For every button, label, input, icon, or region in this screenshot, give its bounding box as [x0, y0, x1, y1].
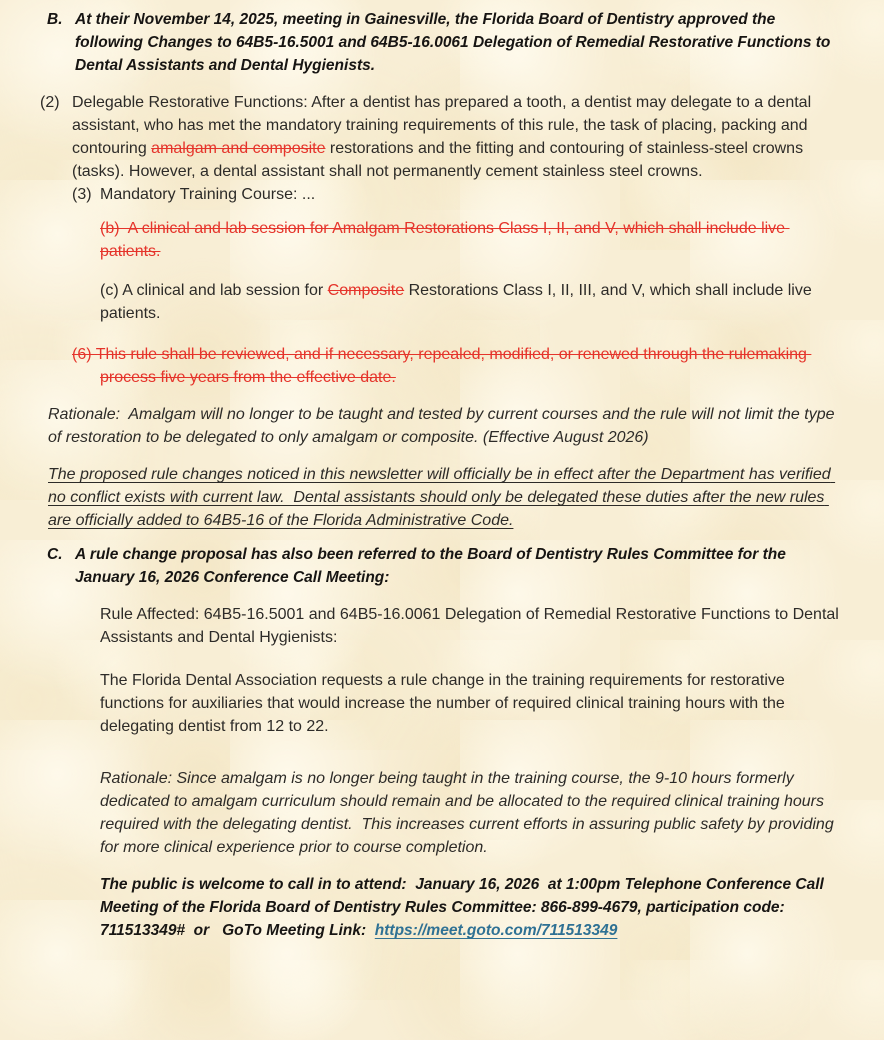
para-mandatory-training: [40, 183, 846, 206]
rationale-1-text: Rationale: Amalgam will no longer to be taught and tested by current courses and the rule will not limit the type of restoration to be delegated to only amalgam or composite. (Effective August 2026): [48, 406, 839, 446]
para-2-after: restorations and the fitting and contouring of stainless-steel crowns (tasks). However, a dental assistant shall not permanently cement stainless steel crowns.: [72, 140, 808, 180]
para-6-text: (6) This rule shall be reviewed, and if necessary, repealed, modified, or renewed through the rulemaking process five years from the effective date.: [72, 346, 812, 386]
section-b-heading: [40, 8, 846, 77]
goto-meeting-link[interactable]: https://meet.goto.com/711513349: [374, 922, 618, 939]
para-rationale-hours: [40, 767, 846, 859]
strikethrough-composite: Composite: [327, 282, 405, 299]
para-delegable-functions: [40, 91, 846, 183]
para-c-before: (c) A clinical and lab session for: [100, 282, 328, 299]
para-rule-review-struck: [40, 343, 846, 389]
para-fda-request: [40, 669, 846, 738]
rule-affected-text: Rule Affected: 64B5-16.5001 and 64B5-16.0061 Delegation of Remedial Restorative Functions to Dental Assistants and Dental Hygienists:: [100, 606, 843, 646]
para-rationale-amalgam: [40, 403, 846, 449]
para-b-text: (b) A clinical and lab session for Amalgam Restorations Class I, II, and V, which shall include live patients.: [100, 220, 790, 260]
item-marker: (2): [40, 94, 60, 111]
item-marker: C.: [47, 546, 63, 563]
section-b-text: At their November 14, 2025, meeting in Gainesville, the Florida Board of Dentistry approved the following Changes to 64B5-16.5001 and 64B5-16.0061 Delegation of Remedial Restorative Functions to Dental Assistants and Dental Hygienists.: [75, 11, 835, 74]
item-marker: B.: [47, 11, 63, 28]
fda-request-text: The Florida Dental Association requests a rule change in the training requirements for restorative functions for auxiliaries that would increase the number of required clinical training hours with the delegating dentist from 12 to 22.: [100, 672, 790, 735]
item-marker: (3): [72, 186, 92, 203]
para-rule-affected: [40, 603, 846, 649]
notice-text: The proposed rule changes noticed in this newsletter will officially be in effect after the Department has verified no conflict exists with current law. Dental assistants should only be delegated these duties after the new rules are officially added to 64B5-16 of the Florida Administrative Code.: [48, 466, 836, 529]
strikethrough-amalgam-and-composite: amalgam and composite: [151, 140, 326, 157]
rationale-2-text: Rationale: Since amalgam is no longer being taught in the training course, the 9-10 hours formerly dedicated to amalgam curriculum should remain and be allocated to the required clinical training hours required with the delegating dentist. This increases current efforts in assuring public safety by providing for more clinical experience prior to course completion.: [100, 770, 839, 856]
public-call-text: The public is welcome to call in to attend: January 16, 2026 at 1:00pm Telephone Conference Call Meeting of the Florida Board of Dentistry Rules Committee: 866-899-4679, participation code: 711513349# or GoTo Meeting Link:: [100, 876, 829, 939]
section-c-heading: [40, 543, 846, 589]
section-c-text: A rule change proposal has also been referred to the Board of Dentistry Rules Committee for the January 16, 2026 Conference Call Meeting:: [75, 546, 791, 586]
para-composite-session: [40, 279, 846, 325]
para-c-after: Restorations Class I, II, III, and V, which shall include live patients.: [100, 282, 817, 322]
para-2-before: Delegable Restorative Functions: After a dentist has prepared a tooth, a dentist may delegate to a dental assistant, who has met the mandatory training requirements of this rule, the task of placing, packing and contouring: [72, 94, 816, 157]
para-amalgam-session-struck: [40, 217, 846, 263]
para-public-call-info: [40, 873, 846, 942]
para-3-text: Mandatory Training Course: ...: [100, 186, 316, 203]
para-effective-notice: [40, 463, 846, 532]
